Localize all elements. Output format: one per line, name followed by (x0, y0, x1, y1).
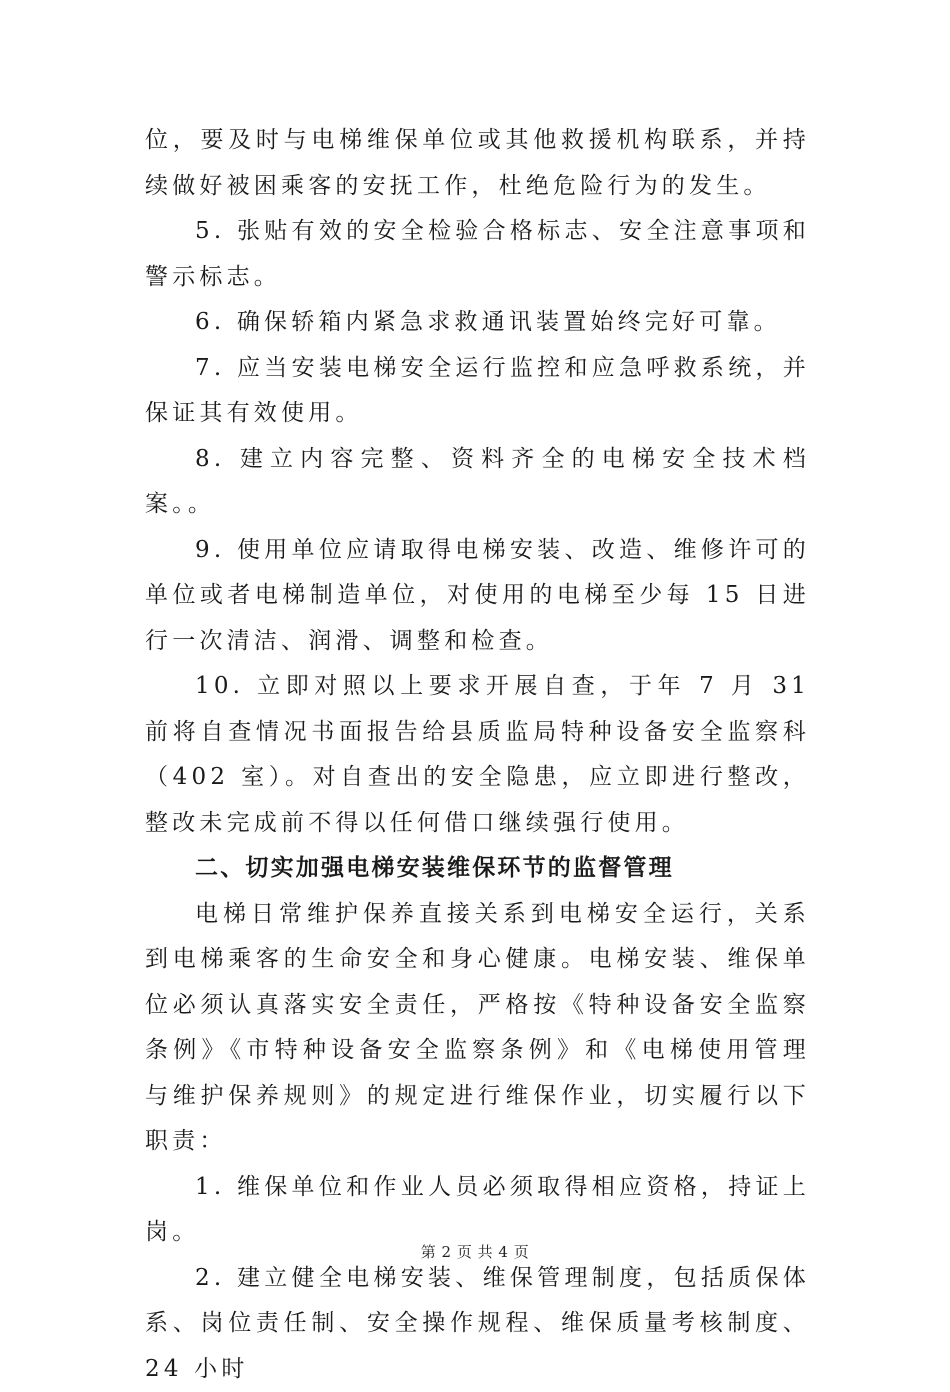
list-item-8: 8. 建立内容完整、资料齐全的电梯安全技术档案。。 (145, 437, 810, 528)
section-heading: 二、切实加强电梯安装维保环节的监督管理 (145, 846, 810, 892)
list-item-7: 7. 应当安装电梯安全运行监控和应急呼救系统，并保证其有效使用。 (145, 346, 810, 437)
list-item-10: 10. 立即对照以上要求开展自查，于年 7 月 31 前将自查情况书面报告给县质监局特种设备安全监察科（402 室）。对自查出的安全隐患，应立即进行整改，整改未完成前不得以任何借口继续强行使用。 (145, 664, 810, 846)
paragraph-continuation: 位，要及时与电梯维保单位或其他救援机构联系，并持续做好被困乘客的安抚工作，杜绝危险行为的发生。 (145, 118, 810, 209)
page-number-footer: 第 2 页 共 4 页 (0, 1241, 950, 1262)
list-item-5: 5. 张贴有效的安全检验合格标志、安全注意事项和警示标志。 (145, 209, 810, 300)
duty-item-1: 1. 维保单位和作业人员必须取得相应资格，持证上岗。 (145, 1165, 810, 1256)
list-item-6: 6. 确保轿箱内紧急求救通讯装置始终完好可靠。 (145, 300, 810, 346)
duty-item-2: 2. 建立健全电梯安装、维保管理制度，包括质保体系、岗位责任制、安全操作规程、维保质量考核制度、24 小时 (145, 1256, 810, 1392)
section-intro-paragraph: 电梯日常维护保养直接关系到电梯安全运行，关系到电梯乘客的生命安全和身心健康。电梯安装、维保单位必须认真落实安全责任，严格按《特种设备安全监察条例》《市特种设备安全监察条例》和《电梯使用管理与维护保养规则》的规定进行维保作业，切实履行以下职责： (145, 892, 810, 1165)
document-body (145, 118, 810, 1392)
list-item-9: 9. 使用单位应请取得电梯安装、改造、维修许可的单位或者电梯制造单位，对使用的电梯至少每 15 日进行一次清洁、润滑、调整和检查。 (145, 528, 810, 665)
